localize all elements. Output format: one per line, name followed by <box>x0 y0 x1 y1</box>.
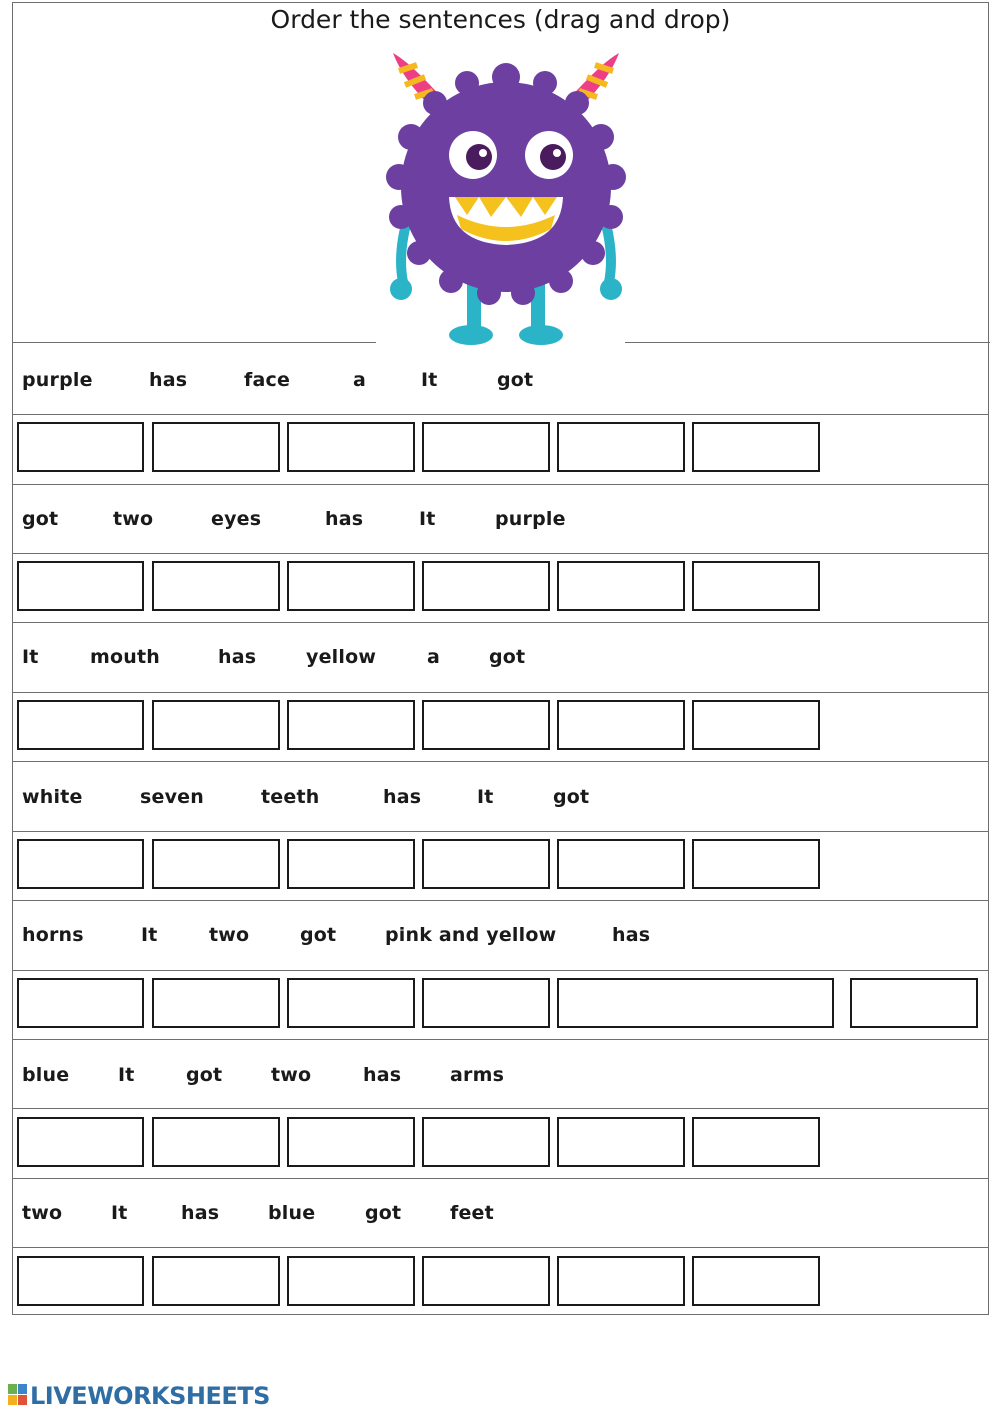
drop-slot[interactable] <box>692 700 820 750</box>
drop-slot[interactable] <box>692 1256 820 1306</box>
divider <box>13 484 988 485</box>
word-tile[interactable]: blue <box>22 1064 70 1086</box>
word-tile[interactable]: got <box>489 646 526 668</box>
liveworksheets-logo-icon <box>8 1384 28 1406</box>
drop-slot[interactable] <box>152 700 280 750</box>
drop-slot[interactable] <box>17 839 144 889</box>
word-tile[interactable]: face <box>244 369 291 391</box>
drop-slot[interactable] <box>287 561 415 611</box>
drop-slot[interactable] <box>422 839 550 889</box>
divider <box>13 1039 988 1040</box>
drop-slot[interactable] <box>17 1117 144 1167</box>
drop-slot[interactable] <box>152 978 280 1028</box>
word-tile[interactable]: got <box>22 508 59 530</box>
drop-slot[interactable] <box>692 422 820 472</box>
drop-slot[interactable] <box>287 1256 415 1306</box>
word-tile[interactable]: It <box>118 1064 135 1086</box>
word-tile[interactable]: purple <box>22 369 93 391</box>
word-tile[interactable]: two <box>271 1064 312 1086</box>
drop-slot[interactable] <box>422 561 550 611</box>
drop-slot[interactable] <box>692 1117 820 1167</box>
word-tile[interactable]: a <box>427 646 441 668</box>
drop-slot[interactable] <box>287 700 415 750</box>
word-tile[interactable]: purple <box>495 508 566 530</box>
drop-slot[interactable] <box>557 700 685 750</box>
drop-slot[interactable] <box>17 700 144 750</box>
word-tile[interactable]: white <box>22 786 83 808</box>
word-tile[interactable]: got <box>365 1202 402 1224</box>
word-tile[interactable]: It <box>111 1202 128 1224</box>
word-tile[interactable]: has <box>149 369 188 391</box>
word-tile[interactable]: has <box>325 508 364 530</box>
drop-slot[interactable] <box>557 561 685 611</box>
divider <box>13 900 988 901</box>
drop-slot[interactable] <box>287 978 415 1028</box>
drop-slot[interactable] <box>152 1117 280 1167</box>
drop-slot[interactable] <box>557 422 685 472</box>
word-tile[interactable]: It <box>22 646 39 668</box>
divider <box>13 761 988 762</box>
worksheet <box>12 2 989 1315</box>
drop-slot[interactable] <box>287 1117 415 1167</box>
drop-slot[interactable] <box>422 978 550 1028</box>
word-tile[interactable]: teeth <box>261 786 320 808</box>
word-tile[interactable]: got <box>553 786 590 808</box>
word-tile[interactable]: has <box>363 1064 402 1086</box>
word-tile[interactable]: yellow <box>306 646 377 668</box>
drop-slot[interactable] <box>850 978 978 1028</box>
word-tile[interactable]: has <box>218 646 257 668</box>
divider <box>13 692 988 693</box>
word-tile[interactable]: It <box>477 786 494 808</box>
drop-slot[interactable] <box>17 422 144 472</box>
word-tile[interactable]: blue <box>268 1202 316 1224</box>
drop-slot[interactable] <box>152 1256 280 1306</box>
word-tile[interactable]: It <box>419 508 436 530</box>
drop-slot[interactable] <box>17 561 144 611</box>
divider <box>13 342 376 343</box>
divider <box>13 831 988 832</box>
divider <box>13 1247 988 1248</box>
worksheet-title: Order the sentences (drag and drop) <box>270 5 731 34</box>
word-tile[interactable]: It <box>141 924 158 946</box>
drop-slot[interactable] <box>422 700 550 750</box>
drop-slot[interactable] <box>152 422 280 472</box>
drop-slot[interactable] <box>17 1256 144 1306</box>
word-tile[interactable]: got <box>186 1064 223 1086</box>
word-tile[interactable]: has <box>181 1202 220 1224</box>
drop-slot[interactable] <box>287 422 415 472</box>
drop-slot[interactable] <box>422 1256 550 1306</box>
divider <box>13 1178 988 1179</box>
drop-slot[interactable] <box>557 978 834 1028</box>
drop-slot[interactable] <box>287 839 415 889</box>
word-tile[interactable]: has <box>612 924 651 946</box>
divider <box>13 1108 988 1109</box>
word-tile[interactable]: got <box>497 369 534 391</box>
divider <box>13 622 988 623</box>
word-tile[interactable]: pink and yellow <box>385 924 557 946</box>
divider <box>625 342 990 343</box>
drop-slot[interactable] <box>422 422 550 472</box>
word-tile[interactable]: got <box>300 924 337 946</box>
drop-slot[interactable] <box>692 839 820 889</box>
word-tile[interactable]: eyes <box>211 508 262 530</box>
word-tile[interactable]: feet <box>450 1202 494 1224</box>
drop-slot[interactable] <box>17 978 144 1028</box>
brand-name: LIVEWORKSHEETS <box>30 1382 270 1410</box>
word-tile[interactable]: two <box>113 508 154 530</box>
word-tile[interactable]: two <box>22 1202 63 1224</box>
drop-slot[interactable] <box>557 839 685 889</box>
word-tile[interactable]: has <box>383 786 422 808</box>
drop-slot[interactable] <box>692 561 820 611</box>
divider <box>13 970 988 971</box>
word-tile[interactable]: arms <box>450 1064 505 1086</box>
word-tile[interactable]: seven <box>140 786 204 808</box>
word-tile[interactable]: a <box>353 369 367 391</box>
drop-slot[interactable] <box>152 839 280 889</box>
drop-slot[interactable] <box>557 1117 685 1167</box>
drop-slot[interactable] <box>422 1117 550 1167</box>
divider <box>13 414 988 415</box>
drop-slot[interactable] <box>152 561 280 611</box>
word-tile[interactable]: two <box>209 924 250 946</box>
divider <box>13 553 988 554</box>
drop-slot[interactable] <box>557 1256 685 1306</box>
word-tile[interactable]: mouth <box>90 646 160 668</box>
word-tile[interactable]: horns <box>22 924 84 946</box>
word-tile[interactable]: It <box>421 369 438 391</box>
monster-illustration <box>371 47 641 345</box>
